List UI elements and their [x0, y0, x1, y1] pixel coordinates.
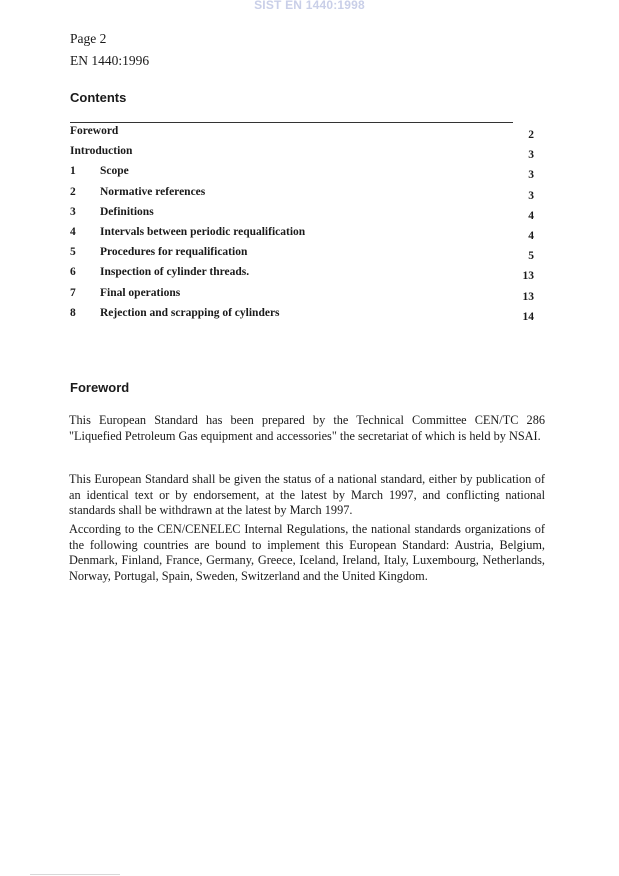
toc-entry-page: 3 — [528, 149, 534, 162]
toc-entry-page: 3 — [528, 169, 534, 182]
toc-entry-foreword[interactable] — [70, 125, 534, 145]
toc-entry-final-operations[interactable] — [70, 287, 534, 307]
toc-entry-title: Definitions — [100, 205, 154, 218]
toc-entry-title: Intervals between periodic requalification — [100, 225, 306, 238]
toc-entry-page: 4 — [528, 209, 534, 222]
foreword-heading: Foreword — [70, 380, 130, 395]
toc-entry-page: 13 — [522, 270, 534, 283]
contents-divider — [70, 122, 513, 123]
toc-entry-number: 6 — [70, 266, 76, 279]
toc-entry-title: Rejection and scrapping of cylinders — [100, 306, 280, 319]
toc-entry-normative-references[interactable] — [70, 186, 534, 206]
toc-entry-page: 14 — [522, 310, 534, 323]
toc-entry-number: 7 — [70, 286, 76, 299]
toc-entry-inspection[interactable] — [70, 266, 534, 286]
toc-entry-definitions[interactable] — [70, 206, 534, 226]
toc-entry-rejection[interactable] — [70, 307, 534, 327]
toc-entry-procedures[interactable] — [70, 246, 534, 266]
toc-entry-intervals[interactable] — [70, 226, 534, 246]
toc-entry-page: 5 — [528, 250, 534, 263]
toc-entry-number: 3 — [70, 205, 76, 218]
toc-entry-title: Introduction — [70, 145, 133, 158]
toc-entry-number: 2 — [70, 185, 76, 198]
toc-entry-page: 3 — [528, 189, 534, 202]
scan-edge-line — [30, 874, 120, 875]
toc-entry-title: Normative references — [100, 185, 206, 198]
toc-entry-page: 13 — [522, 290, 534, 303]
toc-entry-page: 4 — [528, 229, 534, 242]
toc-entry-title: Final operations — [100, 286, 181, 299]
table-of-contents — [70, 125, 534, 327]
foreword-paragraph-3: According to the CEN/CENELEC Internal Regulations, the national standards organizations of the following countries are bound to implement this European Standard: Austria, Belgium, Denmark, Finland, France, Germany, Greece, Iceland, Ireland, Italy, Luxembourg, Netherlands, Norway, Portugal, Spain, Sweden, Switzerland and the United Kingdom. — [69, 522, 545, 583]
standard-number: EN 1440:1996 — [70, 53, 150, 68]
toc-entry-title: Inspection of cylinder threads. — [100, 266, 250, 279]
toc-entry-page: 2 — [528, 129, 534, 141]
toc-entry-number: 8 — [70, 306, 76, 319]
toc-entry-scope[interactable] — [70, 165, 534, 185]
toc-entry-title: Procedures for requalification — [100, 246, 248, 259]
toc-entry-number: 4 — [70, 225, 76, 238]
toc-entry-number: 5 — [70, 246, 76, 259]
foreword-paragraph-1: This European Standard has been prepared by the Technical Committee CEN/TC 286 "Liquefied Petroleum Gas equipment and accessories" the secretariat of which is held by NSAI. — [69, 413, 545, 443]
contents-heading: Contents — [70, 90, 127, 105]
toc-entry-introduction[interactable] — [70, 145, 534, 165]
toc-entry-title: Scope — [100, 165, 129, 178]
toc-entry-title: Foreword — [70, 125, 119, 137]
page-number: Page 2 — [70, 31, 107, 46]
foreword-paragraph-2: This European Standard shall be given the status of a national standard, either by publication of an identical text or by endorsement, at the latest by March 1997, and conflicting national standards shall be withdrawn at the latest by March 1997. — [69, 472, 545, 517]
toc-entry-number: 1 — [70, 165, 76, 178]
watermark: SIST EN 1440:1998 — [254, 0, 365, 12]
